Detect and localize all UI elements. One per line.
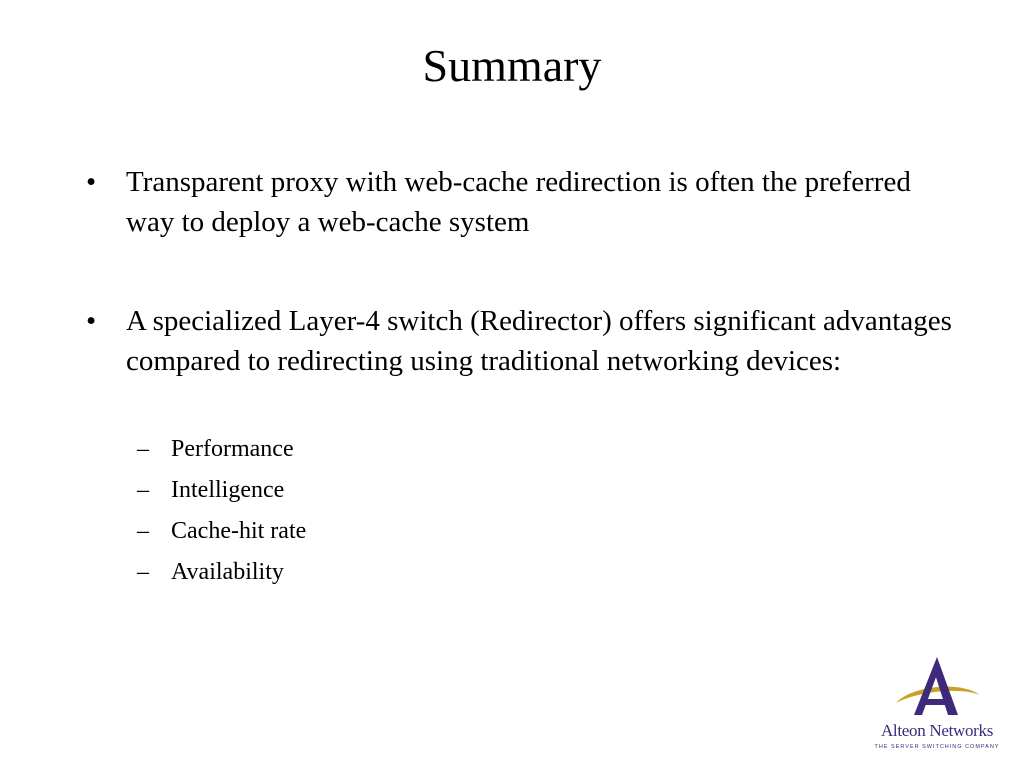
logo-tagline: THE SERVER SWITCHING COMPANY: [874, 744, 1000, 750]
logo-company-name: Alteon Networks: [880, 721, 994, 740]
bullet-text: Transparent proxy with web-cache redirection is often the preferred way to deploy a web-cache system: [126, 166, 911, 238]
sub-bullet-item: [137, 470, 306, 511]
sub-bullet-item: [137, 511, 306, 552]
slide-title: Summary: [422, 40, 602, 91]
bullet-item: [86, 301, 966, 381]
bullet-marker: •: [86, 305, 97, 337]
alteon-a-logo-icon: [892, 655, 982, 721]
bullet-item: [86, 162, 966, 242]
sub-bullet-text: Performance: [171, 436, 294, 462]
sub-bullet-text: Cache-hit rate: [171, 518, 307, 544]
sub-bullet-text: Intelligence: [171, 477, 285, 503]
bullet-text: A specialized Layer-4 switch (Redirector) offers significant advantages compared to redirecting using traditional networking devices:: [126, 305, 952, 377]
company-logo: [870, 655, 1004, 755]
sub-bullet-item: [137, 552, 306, 593]
sub-bullet-item: [137, 429, 306, 470]
bullet-marker: •: [86, 166, 97, 198]
sub-bullet-text: Availability: [171, 559, 284, 585]
sub-bullet-list: [137, 429, 306, 593]
dash-marker: –: [137, 518, 149, 544]
dash-marker: –: [137, 477, 149, 503]
dash-marker: –: [137, 436, 149, 462]
dash-marker: –: [137, 559, 149, 585]
